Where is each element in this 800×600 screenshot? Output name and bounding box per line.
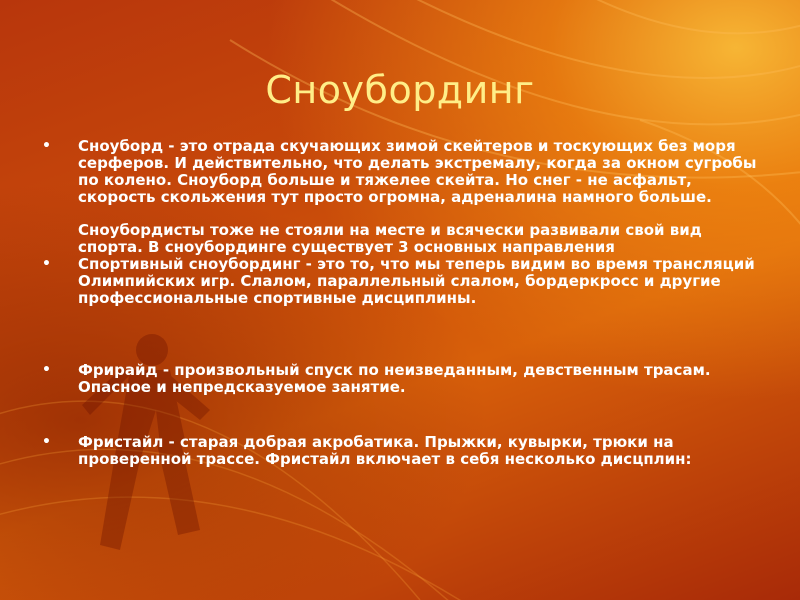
paragraph-text: Сноубордисты тоже не стояли на месте и всячески развивали свой вид спорта. В сноубординге существует 3 основных направления [78, 221, 702, 256]
slide-content [42, 138, 762, 468]
paragraph-directions [42, 222, 762, 256]
bullet-icon: • [42, 362, 51, 378]
bullet-icon: • [42, 256, 51, 272]
paragraph-text: Спортивный сноубординг - это то, что мы теперь видим во время трансляций Олимпийских игр. Слалом, параллельный слалом, бордеркросс и другие профессиональные спортивные дисциплины. [78, 255, 755, 307]
paragraph-snowboard-intro [42, 138, 762, 206]
paragraph-freeride [42, 362, 762, 396]
paragraph-freestyle [42, 434, 762, 468]
paragraph-text: Сноуборд - это отрада скучающих зимой скейтеров и тоскующих без моря серферов. И действительно, что делать экстремалу, когда за окном сугробы по колено. Сноуборд больше и тяжелее скейта. Но снег - не асфальт, скорость скольжения тут просто огромна, адреналина намного больше. [78, 137, 757, 206]
paragraph-text: Фрирайд - произвольный спуск по неизведанным, девственным трасам. Опасное и непредсказуемое занятие. [78, 361, 711, 396]
paragraph-sport-snowboarding [42, 256, 762, 307]
slide-title: Сноубординг [265, 68, 535, 112]
paragraph-text: Фристайл - старая добрая акробатика. Прыжки, кувырки, трюки на проверенной трассе. Фристайл включает в себя несколько дисцплин: [78, 433, 692, 468]
bullet-icon: • [42, 138, 51, 154]
bullet-icon: • [42, 434, 51, 450]
